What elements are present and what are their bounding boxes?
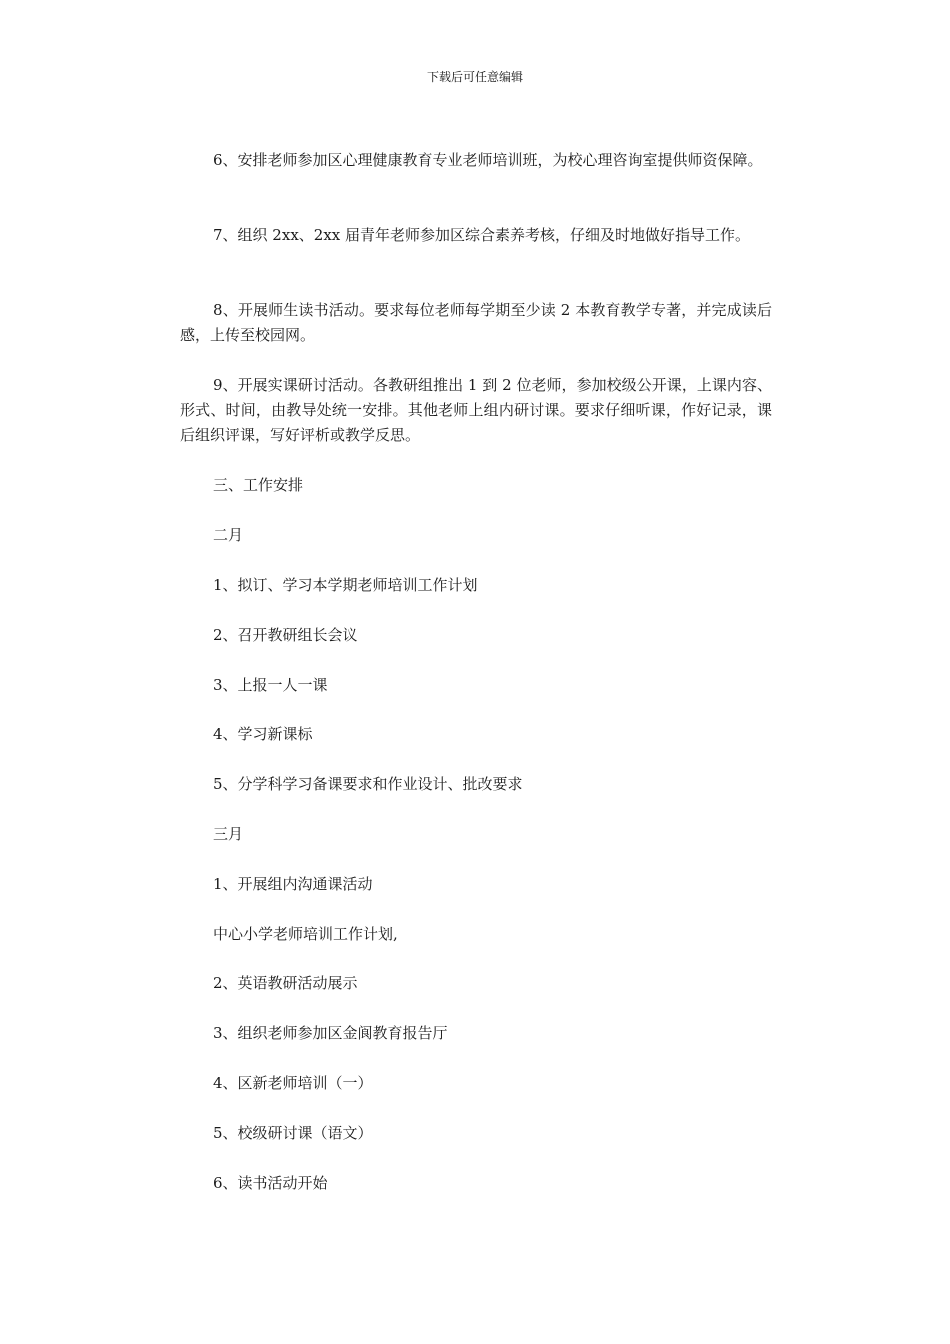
paragraph-item-7: 7、组织 2xx、2xx 届青年老师参加区综合素养考核，仔细及时地做好指导工作。 bbox=[213, 226, 751, 244]
month-heading-feb: 二月 bbox=[213, 526, 244, 544]
list-item: 3、组织老师参加区金阆教育报告厅 bbox=[213, 1024, 448, 1042]
list-item: 1、开展组内沟通课活动 bbox=[213, 875, 373, 893]
paragraph-item-9: 9、开展实课研讨活动。各教研组推出 1 到 2 位老师，参加校级公开课，上课内容、形式、时间，由教导处统一安排。其他老师上组内研讨课。要求仔细听课，作好记录，课后组织评课，写好评析或教学反思。 bbox=[180, 376, 772, 444]
page-header: 下载后可任意编辑 bbox=[426, 70, 523, 84]
paragraph-item-8: 8、开展师生读书活动。要求每位老师每学期至少读 2 本教育教学专著，并完成读后感，上传至校园网。 bbox=[180, 301, 772, 344]
list-item: 6、读书活动开始 bbox=[213, 1174, 328, 1192]
list-item: 5、校级研讨课（语文） bbox=[213, 1124, 373, 1142]
month-heading-mar: 三月 bbox=[213, 825, 244, 843]
paragraph-item-6: 6、安排老师参加区心理健康教育专业老师培训班，为校心理咨询室提供师资保障。 bbox=[213, 151, 763, 169]
list-item: 4、学习新课标 bbox=[213, 725, 313, 743]
list-item: 3、上报一人一课 bbox=[213, 676, 328, 694]
list-item: 2、召开教研组长会议 bbox=[213, 626, 358, 644]
list-item: 1、拟订、学习本学期老师培训工作计划 bbox=[213, 576, 478, 594]
list-item: 4、区新老师培训（一） bbox=[213, 1074, 373, 1092]
section-heading: 三、工作安排 bbox=[213, 476, 304, 494]
list-item: 2、英语教研活动展示 bbox=[213, 974, 358, 992]
inline-title: 中心小学老师培训工作计划, bbox=[213, 925, 398, 943]
list-item: 5、分学科学习备课要求和作业设计、批改要求 bbox=[213, 775, 523, 793]
